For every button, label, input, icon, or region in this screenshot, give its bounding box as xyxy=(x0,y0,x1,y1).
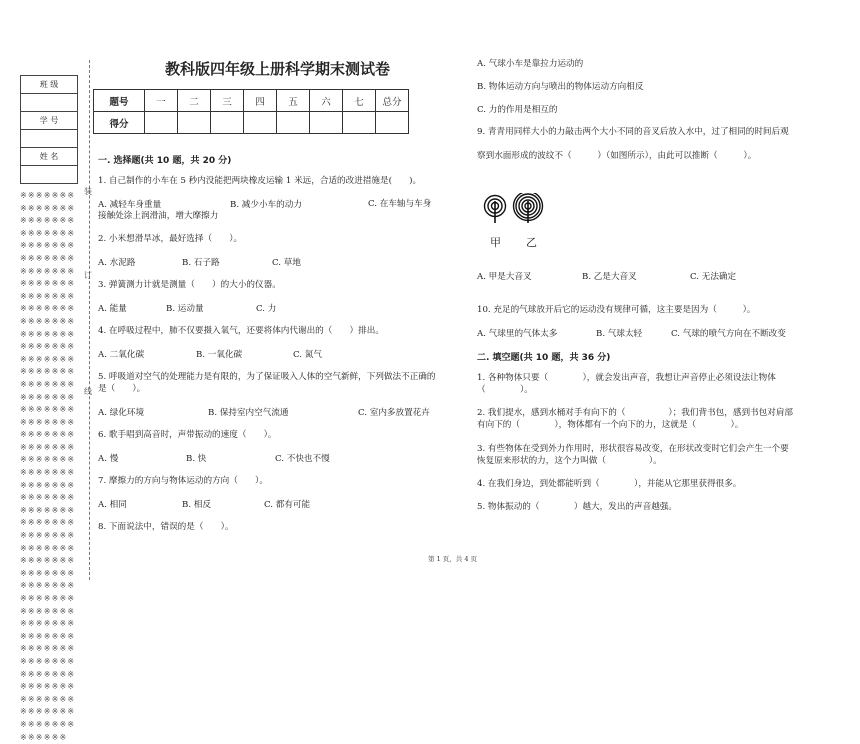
question-3: 3. 弹簧测力计就是测量（ ）的大小的仪器。 xyxy=(98,280,281,290)
q1-option-a[interactable]: A. 减轻车身重量 xyxy=(98,200,162,210)
figure-label-yi: 乙 xyxy=(526,236,537,249)
q8-option-a[interactable]: A. 气球小车是靠拉力运动的 xyxy=(477,59,584,69)
score-cell[interactable] xyxy=(145,112,178,134)
score-cell[interactable] xyxy=(277,112,310,134)
q7-option-b[interactable]: B. 相反 xyxy=(182,500,211,510)
q3-option-c[interactable]: C. 力 xyxy=(256,304,277,314)
fill-3-line-2: 恢复原来形状的力，这个力叫做（ ）。 xyxy=(477,456,662,466)
q9-option-a[interactable]: A. 甲是大音叉 xyxy=(477,272,532,282)
section-choice-heading: 一. 选择题(共 10 题，共 20 分) xyxy=(98,156,232,166)
fill-1-line-2: （ ）。 xyxy=(477,385,533,395)
question-1: 1. 自己制作的小车在 5 秒内没能把两块橡皮运输 1 米远，合适的改进措施是( )。 xyxy=(98,176,422,186)
q6-option-a[interactable]: A. 慢 xyxy=(98,454,119,464)
q4-option-b[interactable]: B. 一氧化碳 xyxy=(196,350,243,360)
score-row-label: 得分 xyxy=(94,112,145,134)
score-header-6: 六 xyxy=(310,90,343,112)
question-10: 10. 充足的气球放开后它的运动没有规律可循，这主要是因为（ ）。 xyxy=(477,305,756,315)
student-id-label: 学 号 xyxy=(21,112,78,130)
question-5: 5. 呼吸道对空气的处理能力是有限的，为了保证吸入人体的空气新鲜，下列做法不正确的是（ ）。 xyxy=(98,372,436,394)
q1-option-b[interactable]: B. 减少小车的动力 xyxy=(230,200,302,210)
q2-option-b[interactable]: B. 石子路 xyxy=(182,258,220,268)
name-field[interactable] xyxy=(21,166,78,184)
score-cell[interactable] xyxy=(376,112,409,134)
decorative-star-border: ※※※※※※※※※※※※※※※※※※※※※※※※※※※※※※※※※※※※※※※※※※※※※※※※※※※※※※※※※※※※※※※※※※※※※※※※※※※※※※※※※※※※※※※※※※※※※※※※※※※※※※※※※※※※※※※※※※※※※※※※※※※※※※※※※※※※※※※※※※※※※※※※※※※※※※※※※※※※※※※※※※※※※※※※※※※※※※※※※※※※※※※※※※※※※※※※※※※※※※※※※※※※※※※※※※※※※※※※※※※※※※※※※※※※※※※※※※※※※※※※※※※※※※※※※※※※※※※※※※※※※※※※※※※※※※※※※※※※※※※※※※※※※※※※※※※※※※※※※※※※※※※※※※※ xyxy=(20,191,76,742)
seal-char-2: 订 xyxy=(84,271,92,280)
q3-option-b[interactable]: B. 运动量 xyxy=(166,304,204,314)
q6-option-b[interactable]: B. 快 xyxy=(186,454,207,464)
tuning-fork-ripple-figure xyxy=(480,193,560,227)
q8-option-c[interactable]: C. 力的作用是相互的 xyxy=(477,105,558,115)
q5-option-a[interactable]: A. 绿化环境 xyxy=(98,408,145,418)
q4-option-a[interactable]: A. 二氧化碳 xyxy=(98,350,145,360)
q2-option-a[interactable]: A. 水泥路 xyxy=(98,258,136,268)
q3-option-a[interactable]: A. 能量 xyxy=(98,304,127,314)
score-cell[interactable] xyxy=(310,112,343,134)
score-header-3: 三 xyxy=(211,90,244,112)
score-cell[interactable] xyxy=(343,112,376,134)
q7-option-a[interactable]: A. 相同 xyxy=(98,500,127,510)
q1-option-c[interactable]: C. 在车轴与车身接触处涂上润滑油，增大摩擦力 xyxy=(98,199,432,221)
question-2: 2. 小米想滑旱冰，最好选择（ ）。 xyxy=(98,234,243,244)
fill-3-line-1: 3. 有些物体在受到外力作用时，形状很容易改变，在形状改变时它们会产生一个要 xyxy=(477,444,789,454)
page-footer: 第 1 页，共 4 页 xyxy=(428,555,478,563)
q10-option-a[interactable]: A. 气球里的气体太多 xyxy=(477,329,558,339)
class-field[interactable] xyxy=(21,94,78,112)
question-6: 6. 歌手唱到高音时，声带振动的速度（ ）。 xyxy=(98,430,277,440)
score-header-5: 五 xyxy=(277,90,310,112)
q10-option-b[interactable]: B. 气球太轻 xyxy=(596,329,643,339)
q9-option-c[interactable]: C. 无法确定 xyxy=(690,272,737,282)
question-9-line-1: 9. 青青用同样大小的力敲击两个大小不同的音叉后放入水中，过了相同的时间后观 xyxy=(477,127,789,137)
question-4: 4. 在呼吸过程中，肺不仅要摄入氧气，还要将体内代谢出的（ ）排出。 xyxy=(98,326,384,336)
q4-option-c[interactable]: C. 氮气 xyxy=(293,350,322,360)
score-cell[interactable] xyxy=(211,112,244,134)
figure-label-jia: 甲 xyxy=(490,236,501,249)
fill-1-line-1: 1. 各种物体只要（ ），就会发出声音，我想让声音停止必须设法让物体 xyxy=(477,373,776,383)
question-8: 8. 下面说法中，错误的是（ ）。 xyxy=(98,522,234,532)
score-header-label: 题号 xyxy=(94,90,145,112)
q5-option-c[interactable]: C. 室内多放置花卉 xyxy=(358,408,430,418)
q9-option-b[interactable]: B. 乙是大音叉 xyxy=(582,272,637,282)
section-fill-heading: 二. 填空题(共 10 题，共 36 分) xyxy=(477,353,611,363)
score-header-2: 二 xyxy=(178,90,211,112)
score-table xyxy=(93,89,409,134)
score-header-total: 总分 xyxy=(376,90,409,112)
question-7: 7. 摩擦力的方向与物体运动的方向（ ）。 xyxy=(98,476,268,486)
score-header-4: 四 xyxy=(244,90,277,112)
q8-option-b[interactable]: B. 物体运动方向与喷出的物体运动方向相反 xyxy=(477,82,644,92)
q5-option-b[interactable]: B. 保持室内空气流通 xyxy=(208,408,289,418)
fill-2-line-2: 有向下的（ ），物体都有一个向下的力，这就是（ ）。 xyxy=(477,420,744,430)
fill-5: 5. 物体振动的（ ）越大，发出的声音越强。 xyxy=(477,502,677,512)
score-header-7: 七 xyxy=(343,90,376,112)
class-label: 班 级 xyxy=(21,76,78,94)
seal-char-3: 线 xyxy=(84,387,92,396)
score-cell[interactable] xyxy=(178,112,211,134)
seal-char-1: 装 xyxy=(84,187,92,196)
fill-4: 4. 在我们身边，到处都能听到（ ），并能从它那里获得很多。 xyxy=(477,479,742,489)
page-title: 教科版四年级上册科学期末测试卷 xyxy=(165,60,391,78)
fill-2-line-1: 2. 我们提水，感到水桶对手有向下的（ ）；我们背书包，感到书包对肩部 xyxy=(477,408,794,418)
q7-option-c[interactable]: C. 都有可能 xyxy=(264,500,311,510)
score-header-1: 一 xyxy=(145,90,178,112)
question-9-line-2: 察到水面形成的波纹不（ ）（如图所示），由此可以推断（ ）。 xyxy=(477,151,757,161)
binding-line xyxy=(89,60,90,580)
name-label: 姓 名 xyxy=(21,148,78,166)
student-id-field[interactable] xyxy=(21,130,78,148)
q6-option-c[interactable]: C. 不快也不慢 xyxy=(275,454,330,464)
q2-option-c[interactable]: C. 草地 xyxy=(272,258,301,268)
student-info-table xyxy=(20,75,78,184)
score-cell[interactable] xyxy=(244,112,277,134)
q10-option-c[interactable]: C. 气球的喷气方向在不断改变 xyxy=(671,329,786,339)
